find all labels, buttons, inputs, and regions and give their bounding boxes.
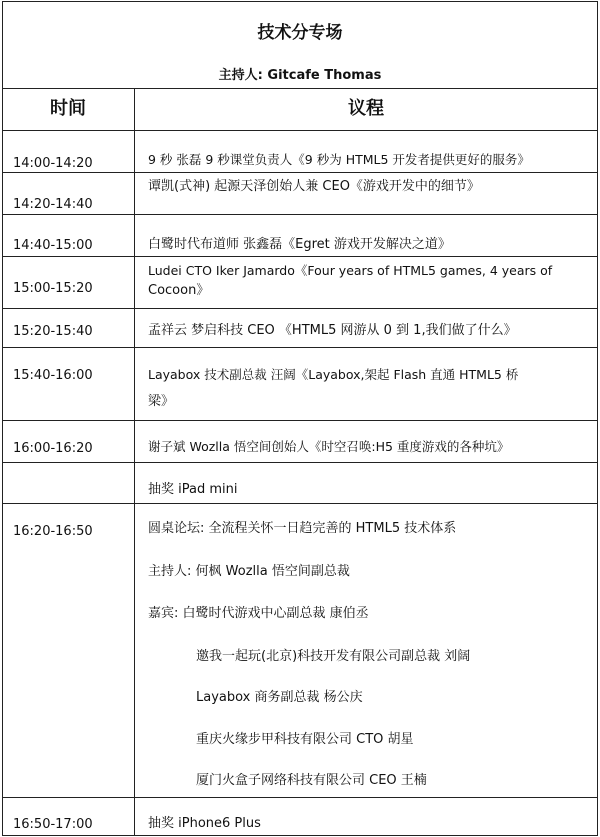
agenda-line: 抽奖 iPhone6 Plus bbox=[148, 816, 261, 831]
row-divider-5 bbox=[2, 347, 598, 348]
agenda-line: 抽奖 iPad mini bbox=[148, 482, 238, 497]
agenda-line: Ludei CTO Iker Jamardo《Four years of HTML5 games, 4 years of bbox=[148, 263, 553, 278]
column-header-agenda: 议程 bbox=[348, 98, 384, 119]
agenda-line: 谢子斌 Wozlla 悟空间创始人《时空召唤:H5 重度游戏的各种坑》 bbox=[148, 439, 510, 454]
row-divider-3 bbox=[2, 256, 598, 257]
row-divider-header bbox=[2, 88, 598, 89]
row-divider-2 bbox=[2, 214, 598, 215]
table-border-right bbox=[597, 1, 598, 836]
row-divider-columns bbox=[2, 130, 598, 131]
page-title: 技术分专场 bbox=[257, 23, 343, 43]
row-divider-8 bbox=[2, 503, 598, 504]
time-cell: 15:20-15:40 bbox=[13, 324, 93, 339]
agenda-line: 邀我一起玩(北京)科技开发有限公司副总裁 刘阔 bbox=[196, 649, 471, 664]
agenda-line: Layabox 商务副总裁 杨公庆 bbox=[196, 690, 363, 705]
time-cell: 16:20-16:50 bbox=[13, 524, 93, 539]
row-divider-6 bbox=[2, 420, 598, 421]
time-cell: 14:40-15:00 bbox=[13, 238, 93, 253]
agenda-line: 梁》 bbox=[148, 394, 175, 409]
agenda-line: Layabox 技术副总裁 汪阔《Layabox,架起 Flash 直通 HTML5 桥 bbox=[148, 367, 519, 382]
agenda-line: 主持人: 何枫 Wozlla 悟空间副总裁 bbox=[148, 564, 350, 579]
time-cell: 14:20-14:40 bbox=[13, 197, 93, 212]
agenda-line: 圆桌论坛: 全流程关怀一日趋完善的 HTML5 技术体系 bbox=[148, 521, 457, 536]
row-divider-9 bbox=[2, 797, 598, 798]
time-cell: 16:00-16:20 bbox=[13, 441, 93, 456]
agenda-line: Cocoon》 bbox=[148, 283, 210, 298]
agenda-line: 白鹭时代布道师 张鑫磊《Egret 游戏开发解决之道》 bbox=[148, 237, 451, 252]
time-cell: 15:40-16:00 bbox=[13, 368, 93, 383]
agenda-line: 9 秒 张磊 9 秒课堂负责人《9 秒为 HTML5 开发者提供更好的服务》 bbox=[148, 152, 530, 167]
table-border-bottom bbox=[2, 835, 598, 836]
time-cell: 16:50-17:00 bbox=[13, 817, 93, 832]
agenda-line: 厦门火盒子网络科技有限公司 CEO 王楠 bbox=[196, 773, 427, 788]
row-divider-1 bbox=[2, 172, 598, 173]
table-border-top bbox=[2, 1, 598, 2]
host-line: 主持人: Gitcafe Thomas bbox=[218, 68, 382, 83]
column-header-time: 时间 bbox=[50, 98, 86, 119]
table-border-left bbox=[2, 1, 3, 836]
row-divider-4 bbox=[2, 308, 598, 309]
column-divider bbox=[134, 88, 135, 835]
agenda-line: 谭凯(式神) 起源天泽创始人兼 CEO《游戏开发中的细节》 bbox=[148, 179, 480, 194]
agenda-line: 孟祥云 梦启科技 CEO 《HTML5 网游从 0 到 1,我们做了什么》 bbox=[148, 323, 517, 338]
time-cell: 15:00-15:20 bbox=[13, 281, 93, 296]
agenda-line: 嘉宾: 白鹭时代游戏中心副总裁 康伯丞 bbox=[148, 606, 369, 621]
time-cell: 14:00-14:20 bbox=[13, 156, 93, 171]
row-divider-7 bbox=[2, 462, 598, 463]
agenda-line: 重庆火缘步甲科技有限公司 CTO 胡星 bbox=[196, 732, 414, 747]
